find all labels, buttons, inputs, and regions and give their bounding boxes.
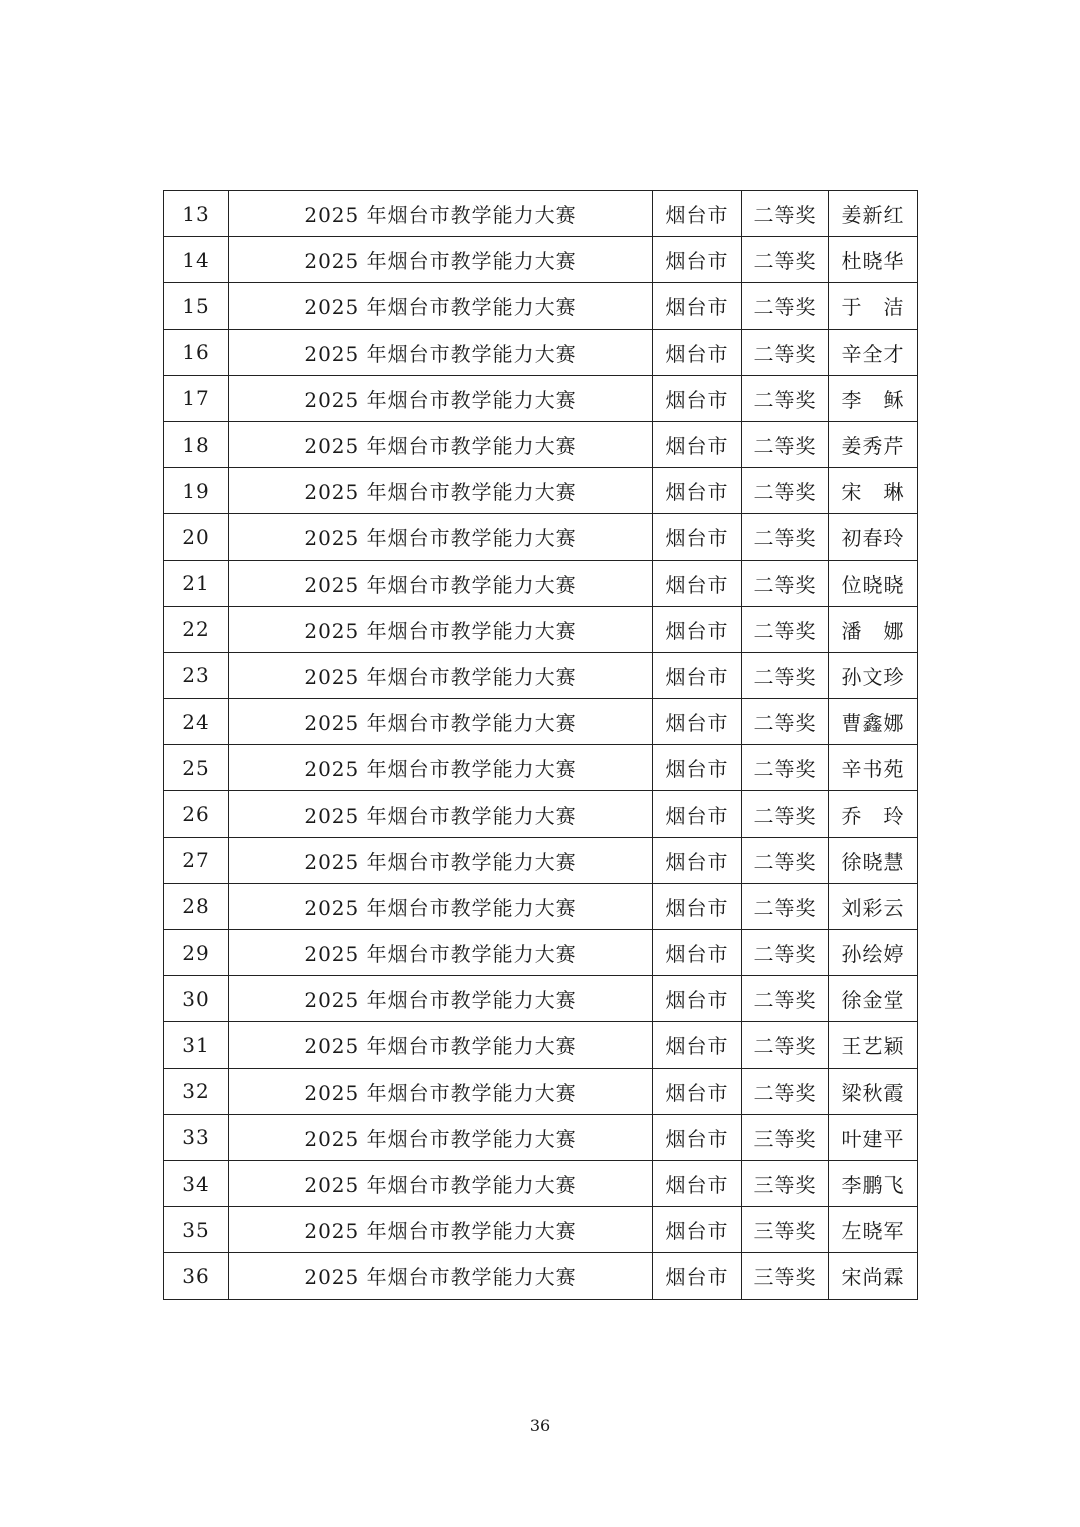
event-cell: 2025 年烟台市教学能力大赛 — [229, 1207, 653, 1253]
city-cell: 烟台市 — [653, 976, 742, 1022]
row-number-cell: 34 — [164, 1160, 229, 1206]
event-cell: 2025 年烟台市教学能力大赛 — [229, 699, 653, 745]
name-cell: 孙绘婷 — [829, 930, 918, 976]
table-row — [164, 1253, 918, 1299]
name-cell: 刘彩云 — [829, 883, 918, 929]
table-row — [164, 560, 918, 606]
event-cell: 2025 年烟台市教学能力大赛 — [229, 237, 653, 283]
row-number-cell: 32 — [164, 1068, 229, 1114]
award-cell: 二等奖 — [742, 283, 829, 329]
event-cell: 2025 年烟台市教学能力大赛 — [229, 1022, 653, 1068]
event-cell: 2025 年烟台市教学能力大赛 — [229, 791, 653, 837]
award-cell: 二等奖 — [742, 375, 829, 421]
table-row — [164, 1160, 918, 1206]
table-row — [164, 1207, 918, 1253]
name-cell: 潘 娜 — [829, 606, 918, 652]
city-cell: 烟台市 — [653, 1160, 742, 1206]
award-cell: 三等奖 — [742, 1114, 829, 1160]
table-row — [164, 468, 918, 514]
event-cell: 2025 年烟台市教学能力大赛 — [229, 329, 653, 375]
row-number-cell: 24 — [164, 699, 229, 745]
event-cell: 2025 年烟台市教学能力大赛 — [229, 606, 653, 652]
award-cell: 三等奖 — [742, 1160, 829, 1206]
table-row — [164, 191, 918, 237]
award-cell: 二等奖 — [742, 606, 829, 652]
table-row — [164, 976, 918, 1022]
event-cell: 2025 年烟台市教学能力大赛 — [229, 837, 653, 883]
city-cell: 烟台市 — [653, 699, 742, 745]
row-number-cell: 35 — [164, 1207, 229, 1253]
city-cell: 烟台市 — [653, 468, 742, 514]
city-cell: 烟台市 — [653, 191, 742, 237]
city-cell: 烟台市 — [653, 1068, 742, 1114]
event-cell: 2025 年烟台市教学能力大赛 — [229, 1160, 653, 1206]
event-cell: 2025 年烟台市教学能力大赛 — [229, 421, 653, 467]
awards-table — [163, 190, 918, 1300]
name-cell: 徐晓慧 — [829, 837, 918, 883]
name-cell: 辛书苑 — [829, 745, 918, 791]
row-number-cell: 31 — [164, 1022, 229, 1068]
event-cell: 2025 年烟台市教学能力大赛 — [229, 468, 653, 514]
name-cell: 曹鑫娜 — [829, 699, 918, 745]
name-cell: 宋 琳 — [829, 468, 918, 514]
name-cell: 杜晓华 — [829, 237, 918, 283]
name-cell: 姜新红 — [829, 191, 918, 237]
award-cell: 二等奖 — [742, 652, 829, 698]
event-cell: 2025 年烟台市教学能力大赛 — [229, 930, 653, 976]
row-number-cell: 21 — [164, 560, 229, 606]
award-cell: 二等奖 — [742, 745, 829, 791]
award-cell: 二等奖 — [742, 468, 829, 514]
name-cell: 梁秋霞 — [829, 1068, 918, 1114]
city-cell: 烟台市 — [653, 1022, 742, 1068]
event-cell: 2025 年烟台市教学能力大赛 — [229, 560, 653, 606]
city-cell: 烟台市 — [653, 1207, 742, 1253]
table-row — [164, 421, 918, 467]
table-row — [164, 606, 918, 652]
row-number-cell: 33 — [164, 1114, 229, 1160]
event-cell: 2025 年烟台市教学能力大赛 — [229, 1114, 653, 1160]
table-row — [164, 791, 918, 837]
name-cell: 辛全才 — [829, 329, 918, 375]
row-number-cell: 18 — [164, 421, 229, 467]
name-cell: 宋尚霖 — [829, 1253, 918, 1299]
city-cell: 烟台市 — [653, 560, 742, 606]
city-cell: 烟台市 — [653, 883, 742, 929]
table-row — [164, 883, 918, 929]
table-row — [164, 329, 918, 375]
row-number-cell: 22 — [164, 606, 229, 652]
city-cell: 烟台市 — [653, 421, 742, 467]
row-number-cell: 28 — [164, 883, 229, 929]
award-cell: 三等奖 — [742, 1207, 829, 1253]
event-cell: 2025 年烟台市教学能力大赛 — [229, 652, 653, 698]
table-row — [164, 745, 918, 791]
table-row — [164, 699, 918, 745]
city-cell: 烟台市 — [653, 283, 742, 329]
award-cell: 二等奖 — [742, 421, 829, 467]
table-row — [164, 652, 918, 698]
table-row — [164, 237, 918, 283]
name-cell: 徐金堂 — [829, 976, 918, 1022]
award-cell: 二等奖 — [742, 699, 829, 745]
event-cell: 2025 年烟台市教学能力大赛 — [229, 745, 653, 791]
table-row — [164, 837, 918, 883]
awards-table-body — [164, 191, 918, 1300]
table-row — [164, 375, 918, 421]
city-cell: 烟台市 — [653, 375, 742, 421]
award-cell: 二等奖 — [742, 514, 829, 560]
table-row — [164, 1068, 918, 1114]
name-cell: 于 洁 — [829, 283, 918, 329]
city-cell: 烟台市 — [653, 329, 742, 375]
table-row — [164, 1114, 918, 1160]
award-cell: 三等奖 — [742, 1253, 829, 1299]
name-cell: 李鹏飞 — [829, 1160, 918, 1206]
row-number-cell: 29 — [164, 930, 229, 976]
row-number-cell: 25 — [164, 745, 229, 791]
event-cell: 2025 年烟台市教学能力大赛 — [229, 1253, 653, 1299]
name-cell: 位晓晓 — [829, 560, 918, 606]
city-cell: 烟台市 — [653, 652, 742, 698]
row-number-cell: 14 — [164, 237, 229, 283]
city-cell: 烟台市 — [653, 606, 742, 652]
award-cell: 二等奖 — [742, 237, 829, 283]
table-row — [164, 930, 918, 976]
city-cell: 烟台市 — [653, 1114, 742, 1160]
award-cell: 二等奖 — [742, 1068, 829, 1114]
name-cell: 王艺颖 — [829, 1022, 918, 1068]
name-cell: 李 稣 — [829, 375, 918, 421]
row-number-cell: 20 — [164, 514, 229, 560]
event-cell: 2025 年烟台市教学能力大赛 — [229, 883, 653, 929]
name-cell: 孙文珍 — [829, 652, 918, 698]
city-cell: 烟台市 — [653, 745, 742, 791]
event-cell: 2025 年烟台市教学能力大赛 — [229, 375, 653, 421]
name-cell: 左晓军 — [829, 1207, 918, 1253]
award-cell: 二等奖 — [742, 837, 829, 883]
event-cell: 2025 年烟台市教学能力大赛 — [229, 1068, 653, 1114]
page-number: 36 — [529, 1416, 551, 1435]
name-cell: 乔 玲 — [829, 791, 918, 837]
city-cell: 烟台市 — [653, 791, 742, 837]
row-number-cell: 17 — [164, 375, 229, 421]
award-cell: 二等奖 — [742, 1022, 829, 1068]
event-cell: 2025 年烟台市教学能力大赛 — [229, 514, 653, 560]
name-cell: 初春玲 — [829, 514, 918, 560]
award-cell: 二等奖 — [742, 191, 829, 237]
row-number-cell: 23 — [164, 652, 229, 698]
award-cell: 二等奖 — [742, 560, 829, 606]
award-cell: 二等奖 — [742, 930, 829, 976]
city-cell: 烟台市 — [653, 1253, 742, 1299]
table-row — [164, 1022, 918, 1068]
city-cell: 烟台市 — [653, 237, 742, 283]
name-cell: 姜秀芹 — [829, 421, 918, 467]
row-number-cell: 26 — [164, 791, 229, 837]
city-cell: 烟台市 — [653, 837, 742, 883]
event-cell: 2025 年烟台市教学能力大赛 — [229, 976, 653, 1022]
row-number-cell: 16 — [164, 329, 229, 375]
city-cell: 烟台市 — [653, 930, 742, 976]
row-number-cell: 36 — [164, 1253, 229, 1299]
row-number-cell: 30 — [164, 976, 229, 1022]
row-number-cell: 27 — [164, 837, 229, 883]
row-number-cell: 19 — [164, 468, 229, 514]
name-cell: 叶建平 — [829, 1114, 918, 1160]
row-number-cell: 15 — [164, 283, 229, 329]
row-number-cell: 13 — [164, 191, 229, 237]
event-cell: 2025 年烟台市教学能力大赛 — [229, 191, 653, 237]
event-cell: 2025 年烟台市教学能力大赛 — [229, 283, 653, 329]
table-row — [164, 514, 918, 560]
table-row — [164, 283, 918, 329]
city-cell: 烟台市 — [653, 514, 742, 560]
award-cell: 二等奖 — [742, 791, 829, 837]
award-cell: 二等奖 — [742, 883, 829, 929]
award-cell: 二等奖 — [742, 329, 829, 375]
award-cell: 二等奖 — [742, 976, 829, 1022]
